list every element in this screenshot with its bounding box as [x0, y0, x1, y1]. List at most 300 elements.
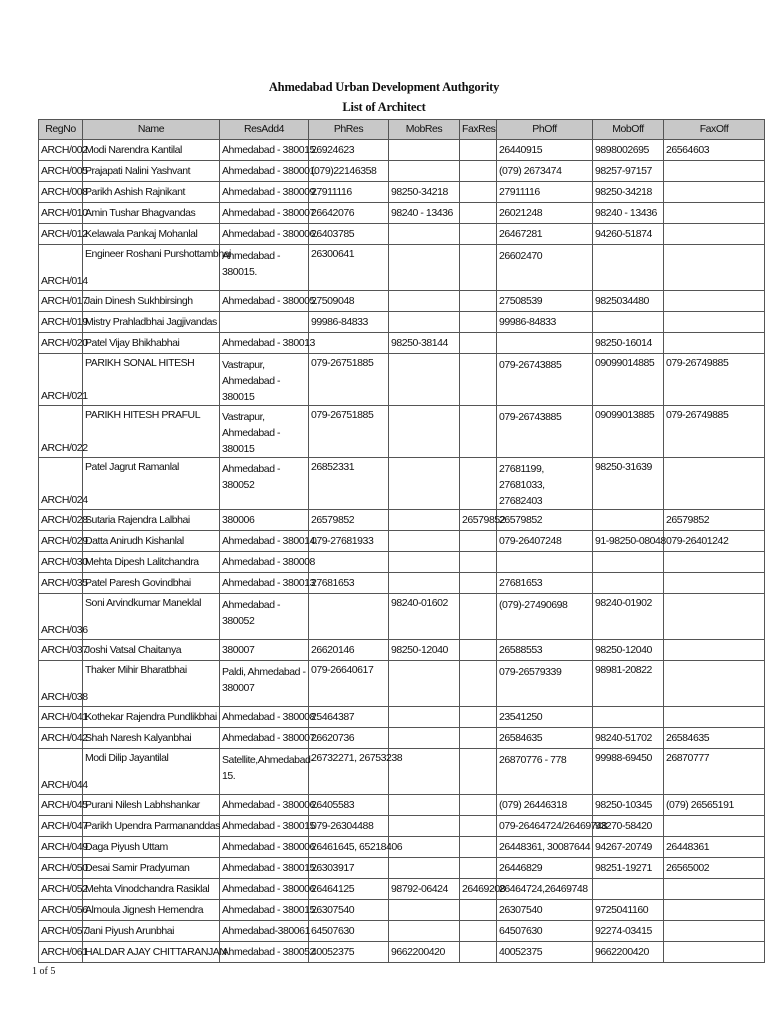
- cell-regno: ARCH/049: [39, 837, 83, 858]
- cell-faxres: [460, 573, 497, 594]
- cell-regno: ARCH/002: [39, 140, 83, 161]
- cell-phoff: 079-26743885: [497, 354, 593, 406]
- cell-regno: ARCH/020: [39, 333, 83, 354]
- cell-phoff: 26584635: [497, 728, 593, 749]
- cell-moboff: 98250-31639: [593, 458, 664, 510]
- cell-regno: ARCH/037: [39, 640, 83, 661]
- cell-faxres: [460, 795, 497, 816]
- cell-mobres: [389, 224, 460, 245]
- cell-resadd: Ahmedabad - 380052: [220, 594, 309, 640]
- cell-faxres: [460, 661, 497, 707]
- cell-resadd: Ahmedabad - 380015.: [220, 858, 309, 879]
- cell-phres: 40052375: [309, 942, 389, 963]
- header-regno: RegNo: [39, 120, 83, 140]
- cell-phoff: 27508539: [497, 291, 593, 312]
- cell-moboff: 98250-10345: [593, 795, 664, 816]
- cell-mobres: [389, 291, 460, 312]
- cell-phres: 079-26751885: [309, 406, 389, 458]
- cell-mobres: [389, 406, 460, 458]
- cell-phoff: 26448361, 30087644: [497, 837, 593, 858]
- table-row: [39, 942, 765, 963]
- cell-moboff: [593, 879, 664, 900]
- cell-phoff: 64507630: [497, 921, 593, 942]
- cell-mobres: [389, 245, 460, 291]
- cell-phres: 99986-84833: [309, 312, 389, 333]
- cell-phres: 26405583: [309, 795, 389, 816]
- cell-resadd: [220, 312, 309, 333]
- cell-faxoff: [664, 224, 765, 245]
- table-row: [39, 312, 765, 333]
- cell-faxoff: 26564603: [664, 140, 765, 161]
- cell-resadd: Ahmedabad - 380052: [220, 942, 309, 963]
- cell-phres: 26307540: [309, 900, 389, 921]
- cell-faxoff: [664, 312, 765, 333]
- cell-name: Modi Narendra Kantilal: [83, 140, 220, 161]
- cell-regno: ARCH/030: [39, 552, 83, 573]
- document-subtitle: List of Architect: [342, 100, 426, 114]
- header-faxres: FaxRes: [460, 120, 497, 140]
- cell-moboff: 98240 - 13436: [593, 203, 664, 224]
- cell-regno: ARCH/005: [39, 161, 83, 182]
- cell-mobres: 98250-38144: [389, 333, 460, 354]
- cell-faxoff: [664, 291, 765, 312]
- cell-regno: ARCH/057: [39, 921, 83, 942]
- cell-moboff: 94267-20749: [593, 837, 664, 858]
- table-row: [39, 900, 765, 921]
- table-row: [39, 333, 765, 354]
- cell-mobres: 98240-01602: [389, 594, 460, 640]
- cell-faxoff: [664, 245, 765, 291]
- cell-phres: 27681653: [309, 573, 389, 594]
- cell-name: Joshi Vatsal Chaitanya: [83, 640, 220, 661]
- cell-faxres: [460, 858, 497, 879]
- cell-phres: 26461645, 65218406: [309, 837, 389, 858]
- cell-resadd: Ahmedabad-380061: [220, 921, 309, 942]
- cell-phoff: 40052375: [497, 942, 593, 963]
- cell-regno: ARCH/036: [39, 594, 83, 640]
- cell-resadd: Vastrapur, Ahmedabad - 380015: [220, 406, 309, 458]
- cell-resadd: Ahmedabad - 380001.: [220, 161, 309, 182]
- cell-faxoff: [664, 661, 765, 707]
- header-mobres: MobRes: [389, 120, 460, 140]
- cell-moboff: 98250-34218: [593, 182, 664, 203]
- cell-moboff: [593, 573, 664, 594]
- cell-phoff: 079-26579339: [497, 661, 593, 707]
- cell-regno: ARCH/029: [39, 531, 83, 552]
- cell-name: Modi Dilip Jayantilal: [83, 749, 220, 795]
- cell-phoff: 23541250: [497, 707, 593, 728]
- cell-faxres: [460, 531, 497, 552]
- cell-regno: ARCH/041: [39, 707, 83, 728]
- cell-phoff: 079-26407248: [497, 531, 593, 552]
- cell-mobres: [389, 312, 460, 333]
- cell-regno: ARCH/014: [39, 245, 83, 291]
- cell-name: Sutaria Rajendra Lalbhai: [83, 510, 220, 531]
- cell-faxoff: [664, 182, 765, 203]
- cell-regno: ARCH/008: [39, 182, 83, 203]
- table-row: [39, 921, 765, 942]
- cell-faxres: [460, 458, 497, 510]
- cell-moboff: 98257-97157: [593, 161, 664, 182]
- table-row: [39, 816, 765, 837]
- cell-resadd: Ahmedabad - 380013: [220, 573, 309, 594]
- cell-mobres: [389, 900, 460, 921]
- cell-phres: 079-26304488: [309, 816, 389, 837]
- cell-name: Desai Samir Pradyuman: [83, 858, 220, 879]
- cell-faxres: [460, 224, 497, 245]
- header-phoff: PhOff: [497, 120, 593, 140]
- cell-faxoff: [664, 816, 765, 837]
- cell-name: Shah Naresh Kalyanbhai: [83, 728, 220, 749]
- cell-mobres: [389, 140, 460, 161]
- cell-faxres: [460, 203, 497, 224]
- cell-faxres: [460, 594, 497, 640]
- cell-phoff: (079) 26446318: [497, 795, 593, 816]
- cell-phoff: (079)-27490698: [497, 594, 593, 640]
- table-row: [39, 354, 765, 406]
- cell-faxres: [460, 140, 497, 161]
- cell-resadd: Ahmedabad - 380005.: [220, 291, 309, 312]
- cell-phres: 26464125: [309, 879, 389, 900]
- table-row: [39, 531, 765, 552]
- cell-mobres: [389, 573, 460, 594]
- table-row: [39, 140, 765, 161]
- cell-faxres: [460, 816, 497, 837]
- cell-name: Daga Piyush Uttam: [83, 837, 220, 858]
- cell-phoff: [497, 333, 593, 354]
- cell-phoff: 26446829: [497, 858, 593, 879]
- cell-phres: 26732271, 26753238: [309, 749, 389, 795]
- cell-name: Patel Vijay Bhikhabhai: [83, 333, 220, 354]
- cell-moboff: 9898002695: [593, 140, 664, 161]
- cell-mobres: 98792-06424: [389, 879, 460, 900]
- cell-name: Purani Nilesh Labhshankar: [83, 795, 220, 816]
- cell-faxres: [460, 837, 497, 858]
- cell-faxres: [460, 161, 497, 182]
- cell-faxres: [460, 707, 497, 728]
- cell-name: Jain Dinesh Sukhbirsingh: [83, 291, 220, 312]
- cell-phres: (079)22146358: [309, 161, 389, 182]
- cell-mobres: [389, 707, 460, 728]
- cell-regno: ARCH/050: [39, 858, 83, 879]
- cell-name: Mistry Prahladbhai Jagjivandas: [83, 312, 220, 333]
- cell-regno: ARCH/038: [39, 661, 83, 707]
- cell-faxoff: 26579852: [664, 510, 765, 531]
- cell-faxres: [460, 182, 497, 203]
- cell-faxoff: [664, 921, 765, 942]
- cell-phoff: 26870776 - 778: [497, 749, 593, 795]
- cell-phoff: 26579852: [497, 510, 593, 531]
- cell-name: Mehta Vinodchandra Rasiklal: [83, 879, 220, 900]
- cell-moboff: 9725041160: [593, 900, 664, 921]
- cell-mobres: [389, 354, 460, 406]
- cell-regno: ARCH/042: [39, 728, 83, 749]
- cell-mobres: [389, 458, 460, 510]
- cell-name: Patel Paresh Govindbhai: [83, 573, 220, 594]
- cell-mobres: [389, 661, 460, 707]
- cell-faxoff: [664, 900, 765, 921]
- cell-faxres: [460, 749, 497, 795]
- cell-name: HALDAR AJAY CHITTARANJAN: [83, 942, 220, 963]
- cell-regno: ARCH/012: [39, 224, 83, 245]
- cell-phoff: 26602470: [497, 245, 593, 291]
- cell-faxoff: [664, 458, 765, 510]
- cell-phoff: 99986-84833: [497, 312, 593, 333]
- cell-phoff: 26440915: [497, 140, 593, 161]
- cell-name: Almoula Jignesh Hemendra: [83, 900, 220, 921]
- table-row: [39, 245, 765, 291]
- table-row: [39, 661, 765, 707]
- cell-mobres: [389, 728, 460, 749]
- cell-faxres: 26469208: [460, 879, 497, 900]
- cell-phres: [309, 552, 389, 573]
- cell-name: Kelawala Pankaj Mohanlal: [83, 224, 220, 245]
- cell-name: Parikh Ashish Rajnikant: [83, 182, 220, 203]
- table-row: [39, 728, 765, 749]
- cell-name: PARIKH SONAL HITESH: [83, 354, 220, 406]
- cell-faxoff: 079-26749885: [664, 354, 765, 406]
- cell-regno: ARCH/022: [39, 406, 83, 458]
- cell-mobres: 98250-12040: [389, 640, 460, 661]
- cell-moboff: 92274-03415: [593, 921, 664, 942]
- cell-resadd: Ahmedabad - 380015.: [220, 900, 309, 921]
- table-row: [39, 707, 765, 728]
- cell-phres: 26403785: [309, 224, 389, 245]
- cell-phoff: (079) 2673474: [497, 161, 593, 182]
- cell-phres: 26303917: [309, 858, 389, 879]
- cell-faxres: [460, 942, 497, 963]
- cell-name: Amin Tushar Bhagvandas: [83, 203, 220, 224]
- cell-regno: ARCH/047: [39, 816, 83, 837]
- cell-moboff: 98250-16014: [593, 333, 664, 354]
- header-resadd4: ResAdd4: [220, 120, 309, 140]
- table-row: [39, 203, 765, 224]
- table-row: [39, 224, 765, 245]
- cell-faxoff: (079) 26565191: [664, 795, 765, 816]
- cell-regno: ARCH/024: [39, 458, 83, 510]
- cell-phoff: 26307540: [497, 900, 593, 921]
- cell-moboff: 98251-19271: [593, 858, 664, 879]
- table-row: [39, 640, 765, 661]
- cell-faxoff: 26584635: [664, 728, 765, 749]
- cell-phres: 26852331: [309, 458, 389, 510]
- cell-moboff: 93270-58420: [593, 816, 664, 837]
- cell-regno: ARCH/045: [39, 795, 83, 816]
- table-row: [39, 552, 765, 573]
- header-moboff: MobOff: [593, 120, 664, 140]
- cell-mobres: [389, 795, 460, 816]
- cell-faxoff: [664, 552, 765, 573]
- cell-moboff: 09099014885: [593, 354, 664, 406]
- cell-moboff: 94260-51874: [593, 224, 664, 245]
- cell-name: Parikh Upendra Parmananddas: [83, 816, 220, 837]
- cell-moboff: [593, 552, 664, 573]
- cell-faxres: [460, 921, 497, 942]
- header-row: [39, 120, 765, 140]
- cell-phoff: [497, 552, 593, 573]
- cell-resadd: Ahmedabad - 380006: [220, 837, 309, 858]
- cell-faxoff: [664, 942, 765, 963]
- cell-faxoff: [664, 573, 765, 594]
- cell-faxres: [460, 291, 497, 312]
- cell-faxoff: [664, 333, 765, 354]
- cell-resadd: Vastrapur, Ahmedabad - 380015: [220, 354, 309, 406]
- cell-regno: ARCH/035: [39, 573, 83, 594]
- cell-regno: ARCH/052: [39, 879, 83, 900]
- cell-phoff: 079-26743885: [497, 406, 593, 458]
- cell-mobres: 98250-34218: [389, 182, 460, 203]
- table-row: [39, 594, 765, 640]
- cell-faxoff: [664, 594, 765, 640]
- cell-name: Datta Anirudh Kishanlal: [83, 531, 220, 552]
- cell-faxoff: 079-26401242: [664, 531, 765, 552]
- cell-moboff: 98240-01902: [593, 594, 664, 640]
- cell-faxoff: [664, 203, 765, 224]
- cell-phres: 079-27681933: [309, 531, 389, 552]
- cell-faxres: [460, 245, 497, 291]
- cell-faxres: [460, 312, 497, 333]
- table-row: [39, 182, 765, 203]
- cell-phres: 27911116: [309, 182, 389, 203]
- cell-moboff: [593, 707, 664, 728]
- cell-name: Jani Piyush Arunbhai: [83, 921, 220, 942]
- cell-phres: [309, 333, 389, 354]
- cell-resadd: Ahmedabad - 380007: [220, 203, 309, 224]
- table-row: [39, 795, 765, 816]
- cell-phoff: 26464724,26469748: [497, 879, 593, 900]
- cell-mobres: [389, 858, 460, 879]
- cell-name: Soni Arvindkumar Maneklal: [83, 594, 220, 640]
- header-faxoff: FaxOff: [664, 120, 765, 140]
- cell-faxoff: [664, 707, 765, 728]
- cell-faxres: [460, 900, 497, 921]
- cell-name: Prajapati Nalini Yashvant: [83, 161, 220, 182]
- document-title: Ahmedabad Urban Development Authgority: [268, 80, 500, 94]
- cell-name: PARIKH HITESH PRAFUL: [83, 406, 220, 458]
- cell-faxres: 26579852: [460, 510, 497, 531]
- cell-resadd: Ahmedabad - 380008: [220, 552, 309, 573]
- cell-phres: 26579852: [309, 510, 389, 531]
- cell-faxoff: 26870777: [664, 749, 765, 795]
- cell-regno: ARCH/061: [39, 942, 83, 963]
- table-row: [39, 161, 765, 182]
- cell-regno: ARCH/044: [39, 749, 83, 795]
- cell-faxres: [460, 640, 497, 661]
- cell-mobres: 9662200420: [389, 942, 460, 963]
- cell-moboff: 98240-51702: [593, 728, 664, 749]
- cell-regno: ARCH/056: [39, 900, 83, 921]
- cell-name: Patel Jagrut Ramanlal: [83, 458, 220, 510]
- cell-phoff: 27911116: [497, 182, 593, 203]
- cell-phres: 26620146: [309, 640, 389, 661]
- cell-phres: [309, 594, 389, 640]
- cell-regno: ARCH/017: [39, 291, 83, 312]
- cell-resadd: Ahmedabad - 380006: [220, 879, 309, 900]
- cell-resadd: 380006: [220, 510, 309, 531]
- cell-phres: 26300641: [309, 245, 389, 291]
- table-row: [39, 291, 765, 312]
- cell-moboff: 98250-12040: [593, 640, 664, 661]
- cell-name: Kothekar Rajendra Pundlikbhai: [83, 707, 220, 728]
- cell-mobres: [389, 816, 460, 837]
- table-row: [39, 837, 765, 858]
- cell-mobres: [389, 510, 460, 531]
- cell-faxoff: 079-26749885: [664, 406, 765, 458]
- cell-resadd: Ahmedabad - 380013: [220, 333, 309, 354]
- cell-phres: 079-26640617: [309, 661, 389, 707]
- cell-phoff: 079-26464724/26469748: [497, 816, 593, 837]
- cell-name: Mehta Dipesh Lalitchandra: [83, 552, 220, 573]
- cell-resadd: Ahmedabad - 380006.: [220, 795, 309, 816]
- cell-phres: 079-26751885: [309, 354, 389, 406]
- cell-moboff: 98981-20822: [593, 661, 664, 707]
- cell-name: Engineer Roshani Purshottambhai: [83, 245, 220, 291]
- cell-phoff: 26467281: [497, 224, 593, 245]
- cell-resadd: 380007: [220, 640, 309, 661]
- cell-mobres: [389, 161, 460, 182]
- header-phres: PhRes: [309, 120, 389, 140]
- cell-phres: 26642076: [309, 203, 389, 224]
- table-row: [39, 573, 765, 594]
- cell-moboff: [593, 312, 664, 333]
- table-row: [39, 510, 765, 531]
- cell-resadd: Ahmedabad - 380014.: [220, 531, 309, 552]
- cell-moboff: 91-98250-08048: [593, 531, 664, 552]
- cell-resadd: Ahmedabad - 380015.: [220, 140, 309, 161]
- cell-resadd: Paldi, Ahmedabad - 380007: [220, 661, 309, 707]
- cell-faxoff: [664, 640, 765, 661]
- cell-resadd: Ahmedabad - 380007.: [220, 728, 309, 749]
- cell-phoff: 26588553: [497, 640, 593, 661]
- cell-faxoff: 26565002: [664, 858, 765, 879]
- cell-phres: 26620736: [309, 728, 389, 749]
- cell-faxoff: [664, 161, 765, 182]
- architect-table: [38, 119, 765, 963]
- cell-resadd: Ahmedabad - 380008: [220, 707, 309, 728]
- header-name: Name: [83, 120, 220, 140]
- cell-moboff: 9825034480: [593, 291, 664, 312]
- cell-regno: ARCH/019: [39, 312, 83, 333]
- cell-faxres: [460, 728, 497, 749]
- cell-phoff: 27681653: [497, 573, 593, 594]
- table-row: [39, 458, 765, 510]
- cell-moboff: [593, 510, 664, 531]
- cell-resadd: Ahmedabad - 380009.: [220, 182, 309, 203]
- cell-moboff: 9662200420: [593, 942, 664, 963]
- cell-regno: ARCH/010: [39, 203, 83, 224]
- cell-mobres: [389, 531, 460, 552]
- cell-phres: 26924623: [309, 140, 389, 161]
- cell-regno: ARCH/021: [39, 354, 83, 406]
- cell-phoff: 26021248: [497, 203, 593, 224]
- cell-faxres: [460, 552, 497, 573]
- table-row: [39, 749, 765, 795]
- cell-phres: 64507630: [309, 921, 389, 942]
- table-row: [39, 858, 765, 879]
- cell-faxres: [460, 406, 497, 458]
- cell-moboff: 09099013885: [593, 406, 664, 458]
- cell-mobres: [389, 552, 460, 573]
- cell-faxres: [460, 354, 497, 406]
- cell-mobres: 98240 - 13436: [389, 203, 460, 224]
- cell-phoff: 27681199, 27681033, 27682403: [497, 458, 593, 510]
- page-number: 1 of 5: [32, 966, 56, 977]
- cell-resadd: Ahmedabad - 380052: [220, 458, 309, 510]
- table-row: [39, 406, 765, 458]
- cell-moboff: 99988-69450: [593, 749, 664, 795]
- cell-moboff: [593, 245, 664, 291]
- cell-resadd: Ahmedabad - 380006.: [220, 224, 309, 245]
